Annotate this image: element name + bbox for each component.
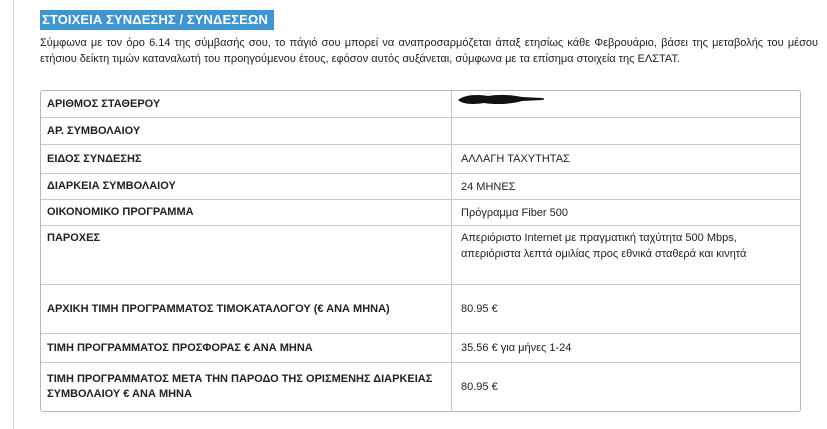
row-label: ΤΙΜΗ ΠΡΟΓΡΑΜΜΑΤΟΣ ΜΕΤΑ ΤΗΝ ΠΑΡΟΔΟ ΤΗΣ ΟΡΙΣΜΕΝΗΣ ΔΙΑΡΚΕΙΑΣ ΣΥΜΒΟΛΑΙΟΥ € ΑΝΑ ΜΗΝΑ <box>41 363 452 411</box>
page-left-border <box>13 0 14 429</box>
row-value: Απεριόριστο Internet με πραγματική ταχύτητα 500 Mbps, απεριόριστα λεπτά ομιλίας προς εθνικά σταθερά και κινητά <box>461 232 747 260</box>
section-title: ΣΤΟΙΧΕΙΑ ΣΥΝΔΕΣΗΣ / ΣΥΝΔΕΣΕΩΝ <box>40 10 274 30</box>
row-value: ΑΛΛΑΓΗ ΤΑΧΥΤΗΤΑΣ <box>461 153 570 165</box>
table-row-initial-price <box>41 285 800 334</box>
table-row-contract-duration <box>41 174 800 200</box>
table-row-price-after-term <box>41 363 800 411</box>
row-label: ΕΙΔΟΣ ΣΥΝΔΕΣΗΣ <box>41 145 452 173</box>
row-label: ΔΙΑΡΚΕΙΑ ΣΥΜΒΟΛΑΙΟΥ <box>41 174 452 199</box>
table-row-offer-price <box>41 334 800 363</box>
table-row-phone-number <box>41 91 800 118</box>
table-row-connection-type <box>41 145 800 174</box>
row-value: 24 ΜΗΝΕΣ <box>461 180 516 193</box>
row-value <box>452 118 800 144</box>
redaction-mark <box>456 93 546 106</box>
row-value: 35.56 € για μήνες 1-24 <box>461 342 572 354</box>
row-label: ΤΙΜΗ ΠΡΟΓΡΑΜΜΑΤΟΣ ΠΡΟΣΦΟΡΑΣ € ΑΝΑ ΜΗΝΑ <box>41 334 452 362</box>
row-label: ΑΡΧΙΚΗ ΤΙΜΗ ΠΡΟΓΡΑΜΜΑΤΟΣ ΤΙΜΟΚΑΤΑΛΟΓΟΥ (€ ΑΝΑ ΜΗΝΑ) <box>41 285 452 333</box>
row-value: 80.95 € <box>461 381 498 393</box>
intro-paragraph: Σύμφωνα με τον όρο 6.14 της σύμβασής σου, το πάγιό σου μπορεί να αναπροσαρμόζεται άπαξ ετησίως κάθε Φεβρουάριο, βάσει της μεταβολής του μέσου ετήσιου δείκτη τιμών καταναλωτή του προηγούμενου έτους, εφόσον αυτός αυξάνεται, σύμφωνα με τα επίσημα στοιχεία της ΕΛΣΤΑΤ. <box>40 37 818 65</box>
row-value: 80.95 € <box>461 303 498 315</box>
row-label: ΠΑΡΟΧΕΣ <box>41 226 452 284</box>
row-label: ΟΙΚΟΝΟΜΙΚΟ ΠΡΟΓΡΑΜΜΑ <box>41 200 452 225</box>
table-row-benefits <box>41 226 800 285</box>
row-value: Πρόγραμμα Fiber 500 <box>461 206 568 219</box>
connection-details-table <box>40 90 801 412</box>
table-row-contract-number <box>41 118 800 145</box>
row-label: ΑΡΙΘΜΟΣ ΣΤΑΘΕΡΟΥ <box>41 91 452 117</box>
row-label: ΑΡ. ΣΥΜΒΟΛΑΙΟΥ <box>41 118 452 144</box>
table-row-financial-program <box>41 200 800 226</box>
